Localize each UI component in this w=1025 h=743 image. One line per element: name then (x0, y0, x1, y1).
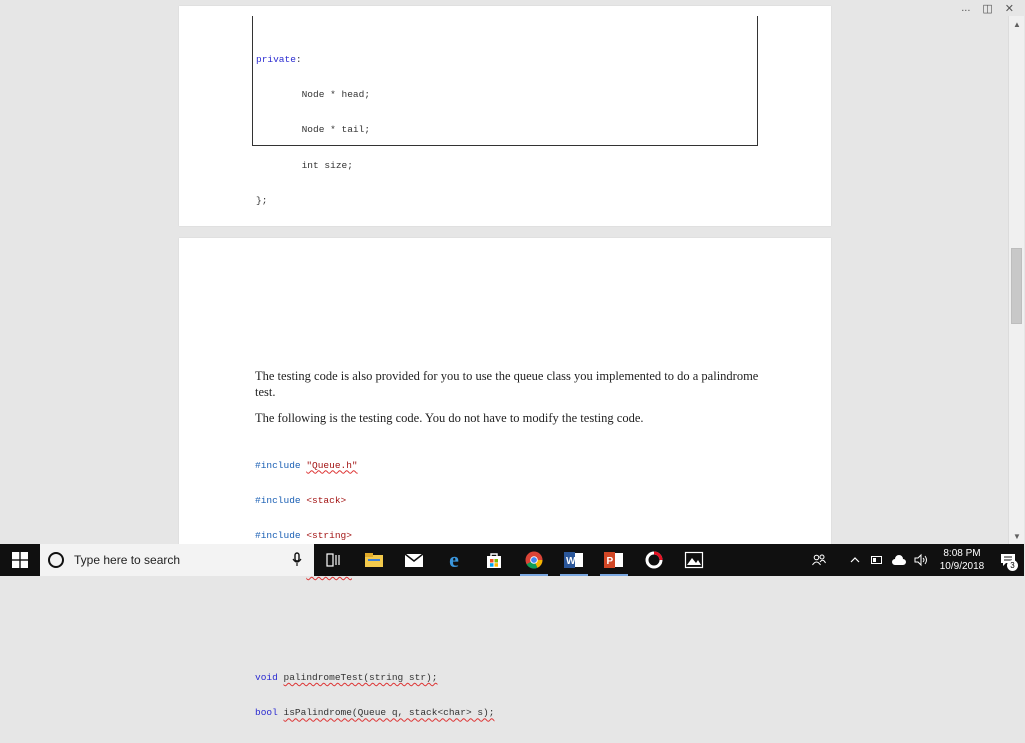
code-line: int size; (256, 159, 353, 171)
windows-logo-icon (12, 552, 28, 568)
code-line (255, 637, 494, 649)
code-line: }; (256, 195, 268, 207)
file-explorer-icon[interactable] (354, 544, 394, 576)
close-icon[interactable]: ✕ (1004, 2, 1014, 15)
code-line: Node * tail; (256, 124, 371, 136)
photos-icon[interactable] (674, 544, 714, 576)
word-icon[interactable] (554, 544, 594, 576)
code-line: #include <stack> (255, 494, 347, 506)
taskbar (0, 544, 1024, 576)
document-page-1 (179, 6, 831, 226)
volume-icon[interactable] (910, 554, 932, 566)
more-options-icon[interactable]: ... (961, 2, 971, 14)
code-line: void palindromeTest(string str); (255, 671, 438, 683)
powerpoint-icon[interactable] (594, 544, 634, 576)
clock-date: 10/9/2018 (939, 561, 985, 572)
code-line: #include "Queue.h" (255, 459, 358, 471)
task-view-icon[interactable] (314, 544, 354, 576)
battery-icon[interactable] (866, 556, 888, 564)
people-icon[interactable] (808, 554, 830, 566)
svg-text:P: P (606, 556, 614, 567)
action-center-button[interactable] (992, 544, 1024, 576)
code-line: bool isPalindrome(Queue q, stack<char> s); (255, 707, 495, 719)
scroll-down-icon[interactable]: ▼ (1013, 531, 1021, 541)
paragraph-instruction: The following is the testing code. You do not have to modify the testing code. (255, 411, 644, 425)
microphone-icon[interactable] (286, 553, 308, 567)
code-line (255, 601, 494, 613)
start-button[interactable] (0, 544, 40, 576)
edge-browser-icon[interactable]: e (449, 547, 459, 572)
system-tray (808, 544, 1024, 576)
clock-time: 8:08 PM (943, 548, 981, 559)
code-line: #include <string> (255, 530, 352, 542)
code-block-test (255, 436, 494, 743)
cortana-icon (48, 552, 64, 568)
restore-icon[interactable]: ◫ (982, 2, 993, 15)
vertical-scrollbar[interactable] (1008, 16, 1024, 544)
notification-badge: 3 (1007, 560, 1018, 571)
clock[interactable] (932, 547, 992, 573)
svg-text:W: W (566, 556, 576, 567)
code-line: private: (256, 53, 302, 65)
mail-icon[interactable] (394, 544, 434, 576)
code-box (252, 16, 758, 207)
onedrive-cloud-icon[interactable] (888, 556, 910, 565)
taskbar-search-input[interactable] (40, 544, 314, 576)
store-icon[interactable] (474, 544, 514, 576)
scroll-up-icon[interactable]: ▲ (1013, 19, 1021, 29)
paragraph-intro: The testing code is also provided for you to use the queue class you implemented to do a palindrome test. (255, 369, 759, 399)
window-controls (961, 0, 1014, 16)
document-page-2 (179, 238, 831, 719)
scrollbar-thumb[interactable] (1011, 248, 1022, 324)
search-placeholder: Type here to search (74, 553, 181, 567)
chrome-icon[interactable] (514, 544, 554, 576)
chevron-up-icon[interactable] (844, 557, 866, 563)
app-circle-icon[interactable] (634, 544, 674, 576)
code-line: Node * head; (256, 88, 371, 100)
